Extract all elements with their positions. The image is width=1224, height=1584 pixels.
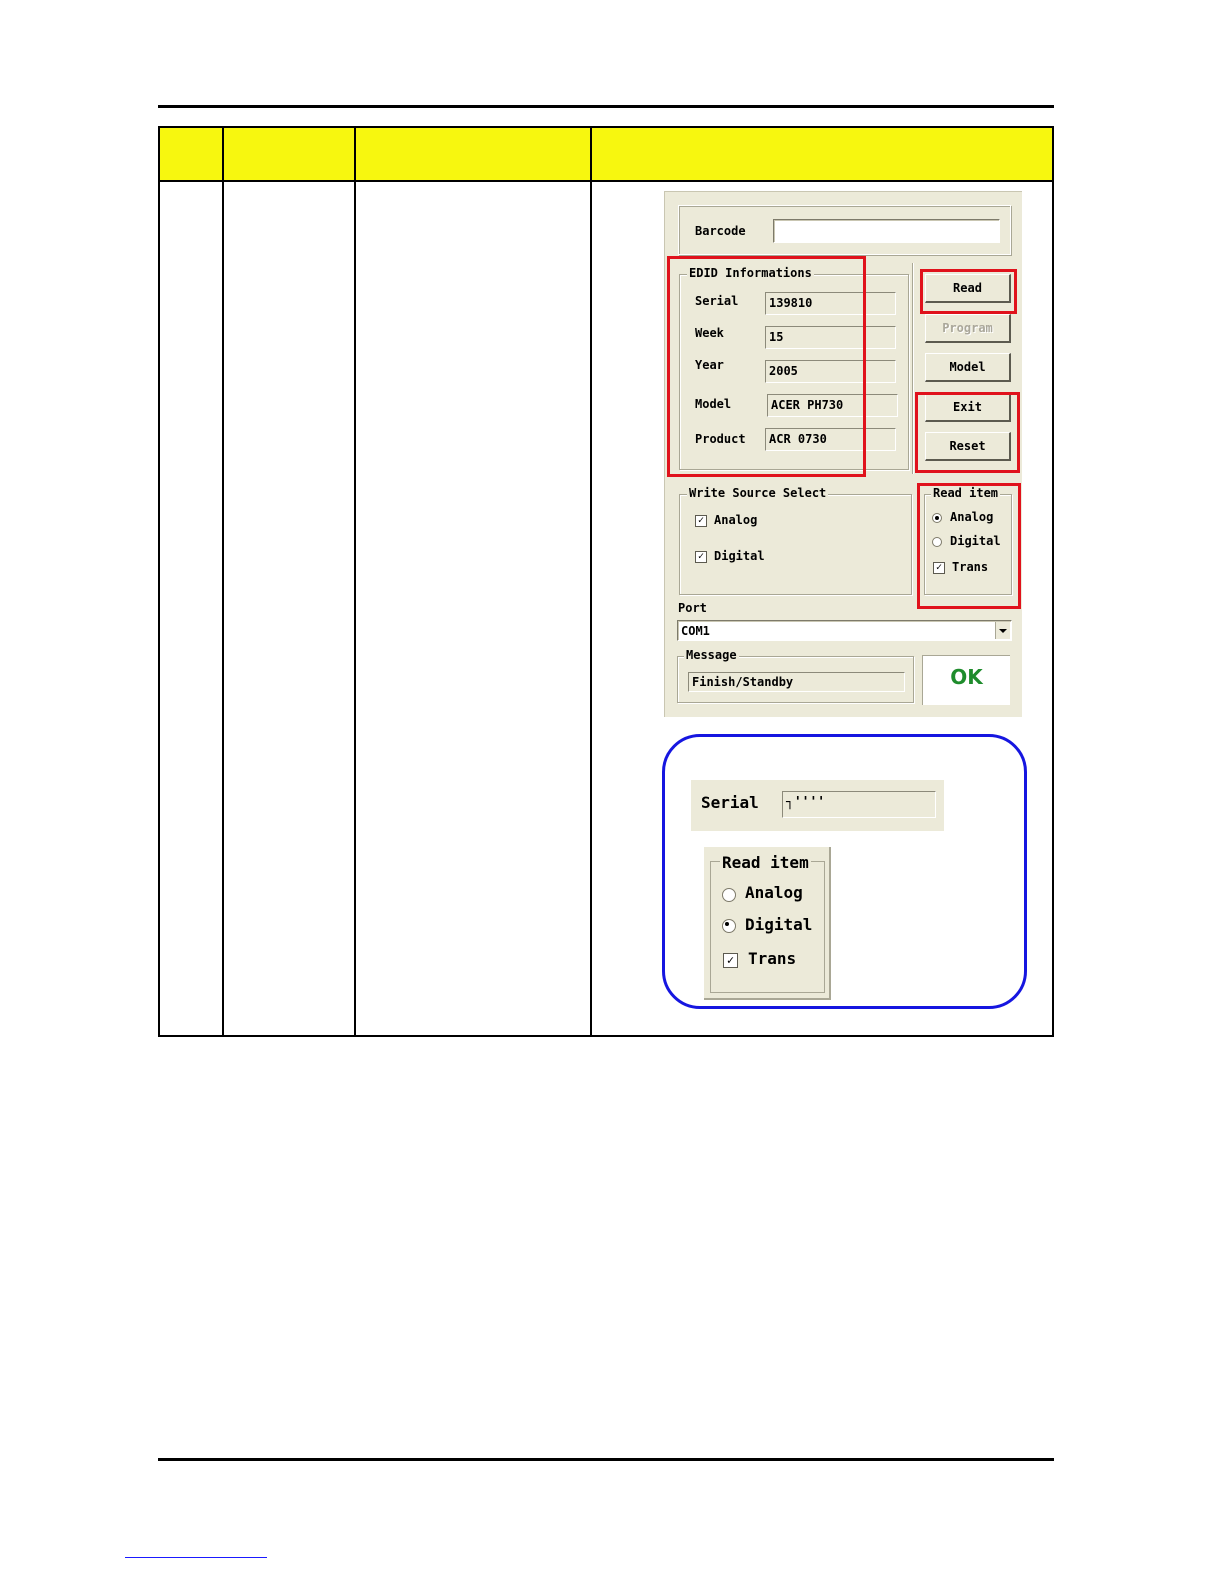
model-button[interactable]: Model bbox=[925, 353, 1011, 382]
read-digital-label: Digital bbox=[950, 534, 1001, 548]
table-header-row bbox=[160, 128, 1052, 182]
column-divider bbox=[222, 128, 224, 1035]
model-label: Model bbox=[695, 397, 732, 411]
year-label: Year bbox=[695, 358, 724, 372]
write-source-group bbox=[679, 486, 912, 595]
reset-button[interactable]: Reset bbox=[925, 432, 1011, 461]
barcode-label: Barcode bbox=[695, 224, 746, 238]
zoom-serial-panel bbox=[691, 780, 944, 831]
zoom-serial-field[interactable]: ┐'''' bbox=[782, 791, 936, 818]
week-label: Week bbox=[695, 326, 724, 340]
exit-button[interactable]: Exit bbox=[925, 393, 1011, 422]
port-value: COM1 bbox=[681, 624, 710, 638]
zoom-analog-radio[interactable] bbox=[722, 888, 736, 902]
write-analog-label: Analog bbox=[714, 513, 758, 527]
write-source-title: Write Source Select bbox=[689, 486, 827, 500]
highlight-read-item-box bbox=[917, 483, 1021, 609]
button-panel-divider bbox=[912, 263, 913, 474]
dropdown-arrow-icon[interactable] bbox=[995, 622, 1010, 639]
read-item-title: Read item bbox=[933, 486, 999, 500]
write-analog-checkbox[interactable]: ✓ bbox=[695, 515, 707, 527]
column-divider bbox=[354, 128, 356, 1035]
footer-link-underline bbox=[125, 1557, 267, 1558]
zoom-digital-radio[interactable] bbox=[722, 919, 736, 933]
port-select[interactable] bbox=[677, 620, 1012, 641]
column-divider bbox=[590, 128, 592, 1035]
barcode-input[interactable] bbox=[773, 219, 1000, 243]
model-field[interactable]: ACER PH730 bbox=[767, 394, 898, 417]
message-field: Finish/Standby bbox=[688, 672, 905, 692]
read-analog-label: Analog bbox=[950, 510, 994, 524]
top-rule bbox=[158, 105, 1054, 108]
program-button[interactable]: Program bbox=[925, 314, 1011, 343]
serial-label: Serial bbox=[695, 294, 739, 308]
message-title: Message bbox=[686, 648, 737, 662]
zoom-serial-label: Serial bbox=[701, 793, 759, 812]
highlight-exit-reset-box bbox=[915, 392, 1020, 473]
write-digital-label: Digital bbox=[714, 549, 765, 563]
zoom-read-item-panel bbox=[704, 847, 831, 1000]
zoom-trans-label: Trans bbox=[748, 949, 797, 968]
status-panel bbox=[922, 655, 1010, 705]
highlight-edid-box bbox=[667, 256, 866, 477]
week-field[interactable]: 15 bbox=[765, 326, 896, 349]
zoom-trans-checkbox[interactable]: ✓ bbox=[723, 953, 738, 968]
port-label: Port bbox=[678, 601, 707, 615]
edid-group-title: EDID Informations bbox=[689, 266, 812, 280]
product-label: Product bbox=[695, 432, 746, 446]
read-trans-checkbox[interactable]: ✓ bbox=[933, 562, 945, 574]
status-ok-text: OK bbox=[950, 665, 983, 689]
year-field[interactable]: 2005 bbox=[765, 360, 896, 383]
highlight-read-box bbox=[920, 269, 1017, 314]
read-trans-label: Trans bbox=[952, 560, 989, 574]
zoom-read-item-title: Read item bbox=[722, 853, 809, 872]
zoom-analog-label: Analog bbox=[745, 883, 803, 902]
bottom-rule bbox=[158, 1458, 1054, 1461]
zoom-digital-label: Digital bbox=[745, 915, 813, 934]
read-button[interactable]: Read bbox=[925, 274, 1011, 303]
serial-field[interactable]: 139810 bbox=[765, 292, 896, 315]
product-field[interactable]: ACR 0730 bbox=[765, 428, 896, 451]
write-digital-checkbox[interactable]: ✓ bbox=[695, 551, 707, 563]
